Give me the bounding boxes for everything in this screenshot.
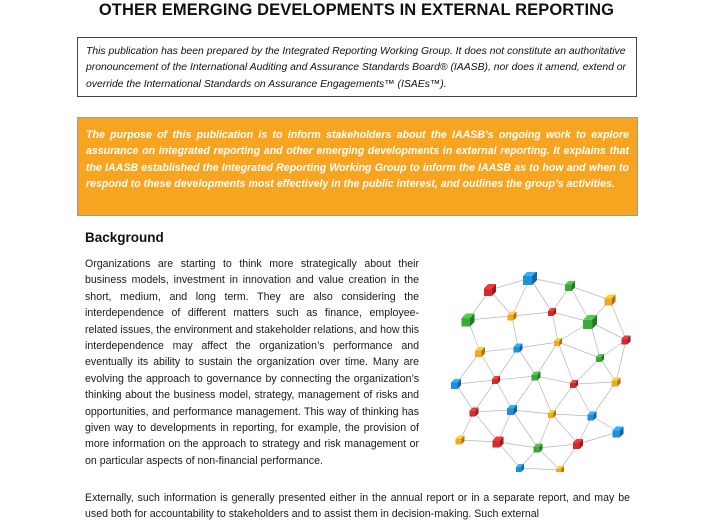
network-link: [536, 342, 558, 376]
network-cube: [613, 427, 624, 438]
network-link: [480, 352, 496, 380]
network-link: [512, 410, 552, 414]
section-heading-background: Background: [85, 230, 164, 245]
network-link: [512, 316, 518, 348]
network-link: [552, 414, 592, 416]
network-cube: [622, 336, 631, 345]
network-link: [538, 448, 560, 470]
network-cube: [493, 437, 504, 448]
network-link: [498, 442, 520, 468]
network-cube: [514, 344, 523, 353]
network-cube: [583, 315, 597, 329]
network-cube: [523, 272, 537, 285]
network-link: [474, 412, 498, 442]
network-link: [518, 348, 536, 376]
purpose-callout: The purpose of this publication is to inform stakeholders about the IAASB’s ongoing work to explore assurance on integrated reporting and other emerging developments in external reporting. It explains that the IAASB established the Integrated Reporting Working Group to inform the IAASB as to how and when to respond to these developments most effectively in the public interest, and outlines the group’s activities.: [77, 117, 638, 216]
network-link: [570, 286, 610, 300]
network-link: [578, 432, 618, 444]
network-cube: [451, 379, 461, 389]
network-link: [558, 342, 600, 358]
page-title: OTHER EMERGING DEVELOPMENTS IN EXTERNAL REPORTING: [98, 1, 615, 19]
network-cubes-illustration: [440, 272, 640, 472]
network-cube: [605, 295, 616, 306]
network-cube: [532, 372, 541, 381]
network-link: [518, 342, 558, 348]
network-link: [600, 358, 616, 382]
network-cube: [462, 314, 475, 327]
network-link: [610, 300, 626, 340]
network-link: [496, 380, 512, 410]
network-cube: [456, 436, 465, 445]
network-link: [456, 384, 474, 412]
network-link: [538, 414, 552, 448]
network-cube: [507, 405, 517, 415]
network-link: [512, 312, 552, 316]
network-cube: [508, 312, 517, 321]
network-link: [552, 414, 578, 444]
network-link: [496, 376, 536, 380]
network-link: [456, 380, 496, 384]
network-cube: [573, 439, 583, 449]
network-link: [460, 440, 498, 442]
network-cube: [596, 354, 604, 362]
network-link: [520, 468, 560, 470]
network-link: [552, 312, 558, 342]
network-cube: [484, 284, 496, 296]
disclaimer-box: This publication has been prepared by the Integrated Reporting Working Group. It does not constitute an authoritative pronouncement of the International Auditing and Assurance Standards Board® (IAASB), nor does it amend, extend or override the International Standards on Assurance Engagements™ (ISAEs™).: [77, 37, 637, 97]
network-cube: [570, 380, 578, 388]
network-link: [474, 410, 512, 412]
network-cube: [548, 308, 556, 316]
network-cube: [588, 412, 597, 421]
network-link: [480, 348, 518, 352]
network-link: [574, 382, 616, 384]
network-cube: [492, 376, 500, 384]
network-link: [474, 380, 496, 412]
network-link: [536, 376, 574, 384]
network-link: [552, 384, 574, 414]
network-link: [558, 342, 574, 384]
network-link: [574, 384, 592, 416]
network-cube: [612, 378, 621, 387]
network-link: [512, 410, 538, 448]
network-link: [536, 376, 552, 414]
network-cube: [554, 338, 562, 346]
network-cube: [565, 281, 575, 291]
network-cube: [470, 408, 479, 417]
network-link: [592, 382, 616, 416]
network-link: [538, 444, 578, 448]
network-link: [498, 442, 538, 448]
network-link: [468, 316, 512, 320]
background-paragraph-2: Externally, such information is generally presented either in the annual report or in a separate report, and may be used both for accountability to stakeholders and to assist them in decision-making. Such external: [85, 492, 630, 521]
network-link: [496, 348, 518, 380]
background-paragraph-1: Organizations are starting to think more strategically about their business models, investment in innovation and value creation in the short, medium, and long term. They are also considering the interdependence of different matters such as finance, employee-related issues, the environment and stakeholder relations, and how this interdependence may affect the organization’s performance and eventually its ability to sustain the organization over time. Many are evolving the approach to governance by connecting the organization’s thinking about the business model, strategy, management of risks and opportunities, and performance management. This way of thinking has given way to developments in reporting, for example, the provision of more information on the approach to strategy and risk management or on particular aspects of non-financial performance.: [85, 258, 419, 467]
network-link: [512, 376, 536, 410]
network-cube: [475, 347, 485, 357]
